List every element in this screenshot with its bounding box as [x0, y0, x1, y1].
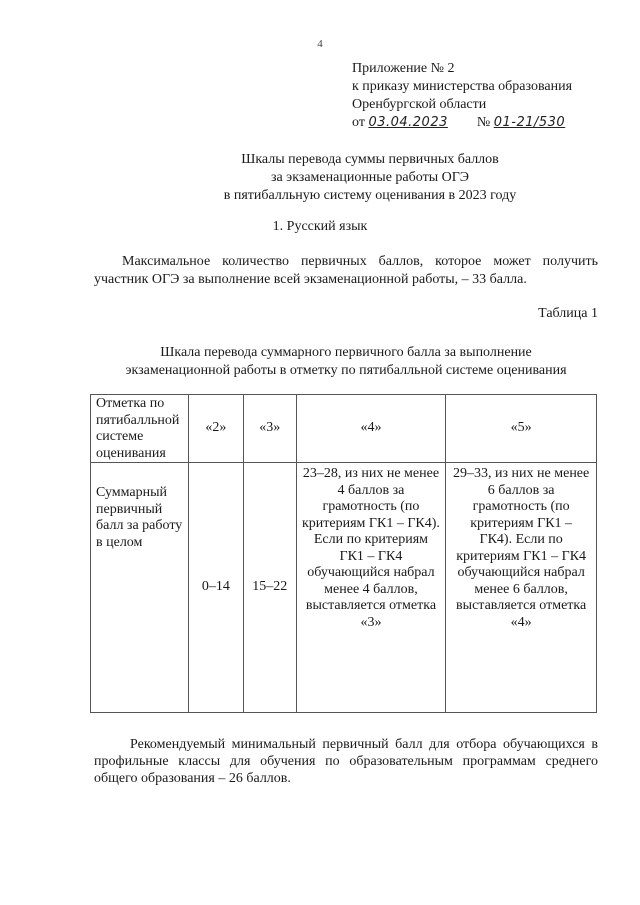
- header-cell-grade-2: «2»: [188, 395, 243, 463]
- table-header-row: [91, 395, 597, 463]
- table-row-scores: [91, 463, 597, 713]
- row-cell-range-grade-2: 0–14: [188, 463, 243, 713]
- table-caption-line-2: экзаменационной работы в отметку по пятибалльной системе оценивания: [125, 363, 567, 378]
- paragraph-max-score: Максимальное количество первичных баллов, которое может получить участник ОГЭ за выполнение всей экзаменационной работы, – 33 балла.: [94, 254, 598, 287]
- appendix-line-2: к приказу министерства образования: [352, 79, 573, 94]
- appendix-date-line: [352, 114, 572, 132]
- number-prefix: №: [476, 115, 491, 130]
- page-number: 4: [317, 38, 323, 50]
- document-title: [60, 151, 640, 205]
- handwritten-order-number: 01-21/530: [493, 115, 566, 130]
- row-cell-range-grade-4: 23–28, из них не менее 4 баллов за грамотность (по критериям ГК1 – ГК4). Если по критериям ГК1 – ГК4 обучающийся набрал менее 4 баллов, выставляется отметка «3»: [296, 463, 446, 713]
- paragraph-recommended-score: Рекомендуемый минимальный первичный балл для отбора обучающихся в профильные классы для обучения по образовательным программам среднего общего образования – 26 баллов.: [94, 737, 598, 786]
- handwritten-date: 03.04.2023: [368, 115, 448, 130]
- table-label: Таблица 1: [538, 306, 598, 321]
- title-line-3: в пятибалльную систему оценивания в 2023 году: [223, 188, 517, 203]
- appendix-line-1: Приложение № 2: [352, 61, 455, 76]
- appendix-line-3: Оренбургской области: [352, 97, 487, 112]
- title-line-2: за экзаменационные работы ОГЭ: [270, 170, 470, 185]
- table-caption: [94, 344, 598, 380]
- row-cell-score-label: Суммарный первичный балл за работу в целом: [91, 463, 189, 713]
- header-cell-grade-3: «3»: [243, 395, 296, 463]
- table-caption-line-1: Шкала перевода суммарного первичного балла за выполнение: [160, 345, 532, 360]
- date-prefix: от: [352, 115, 365, 130]
- appendix-header: [352, 60, 572, 132]
- section-heading: 1. Русский язык: [272, 219, 368, 234]
- title-line-1: Шкалы перевода суммы первичных баллов: [241, 152, 499, 167]
- header-cell-grade-5: «5»: [446, 395, 597, 463]
- row-cell-range-grade-5: 29–33, из них не менее 6 баллов за грамотность (по критериям ГК1 – ГК4). Если по критериям ГК1 – ГК4 обучающийся набрал менее 6 баллов, выставляется отметка «4»: [446, 463, 597, 713]
- score-conversion-table: [90, 394, 597, 713]
- header-cell-grade-4: «4»: [296, 395, 446, 463]
- header-cell-grade-label: Отметка по пятибалльной системе оценивания: [91, 395, 189, 463]
- row-cell-range-grade-3: 15–22: [243, 463, 296, 713]
